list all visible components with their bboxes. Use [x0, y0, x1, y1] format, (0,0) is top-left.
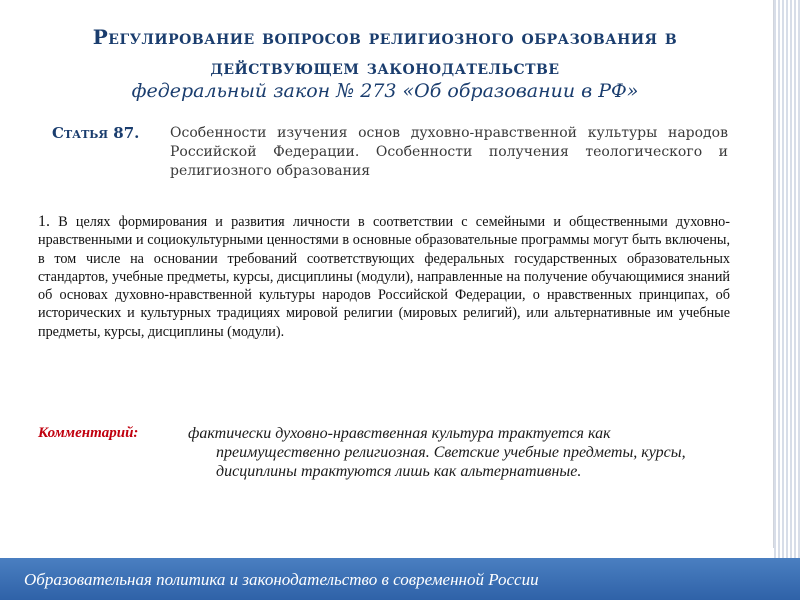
comment-line-rest: преимущественно религиозная. Светские учебные предметы, курсы, дисциплины трактуются лишь как альтернативные.	[216, 444, 686, 480]
law-paragraph	[38, 213, 730, 341]
footer-text: Образовательная политика и законодательство в современной России	[24, 570, 539, 589]
paragraph-number: 1.	[38, 213, 50, 230]
paragraph-text: В целях формирования и развития личности в соответствии с семейными и общественными духовно-нравственными и социокультурными ценностями в основные образовательные программы могут быть включены, в том числе на основании требований соответствующих федеральных государственных образовательных стандартов, учебные предметы, курсы, дисциплины (модули), направленные на получение обучающимися знаний об основах духовно-нравственной культуры народов Российской Федерации, о нравственных принципах, об исторических и культурных традициях мировой религии (мировых религий), или альтернативные им учебные предметы, курсы, дисциплины (модули).	[38, 214, 730, 340]
frame-divider	[773, 0, 774, 548]
comment-text	[186, 424, 730, 481]
article-text: Особенности изучения основ духовно-нравственной культуры народов Российской Федерации. Особенности получения теологического и религиозного образования	[170, 125, 728, 179]
comment-label: Комментарий:	[38, 425, 139, 441]
article-number: Статья 87.	[52, 124, 140, 142]
slide-subtitle: федеральный закон № 273 «Об образовании в РФ»	[131, 80, 639, 102]
slide-title: Регулирование вопросов религиозного образования в действующем законодательстве	[92, 25, 678, 79]
comment-block	[38, 424, 730, 481]
footer-bar	[0, 558, 800, 600]
article-heading	[52, 124, 728, 181]
decorative-side-border	[774, 0, 800, 600]
comment-line-1: фактически духовно-нравственная культура трактуется как	[188, 425, 611, 442]
